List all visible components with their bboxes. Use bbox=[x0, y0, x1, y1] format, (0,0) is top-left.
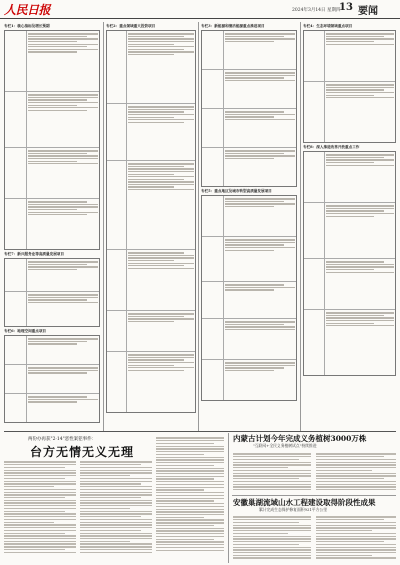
column-divider bbox=[198, 22, 199, 432]
table-title: 专栏4：生态环境领域重点项目 bbox=[303, 24, 353, 28]
article-body bbox=[233, 515, 311, 562]
table-title: 专栏6：地理空间重点项目 bbox=[4, 329, 47, 333]
article-divider bbox=[228, 433, 229, 563]
table-title: 专栏8：深入推进改革开放重点工作 bbox=[303, 145, 360, 149]
data-table bbox=[4, 30, 100, 250]
article-subheadline: "互联网+全民义务植树试点"持续推进 bbox=[253, 443, 317, 448]
article-divider bbox=[232, 495, 396, 496]
column-divider bbox=[103, 22, 104, 432]
masthead bbox=[0, 0, 400, 19]
table-title: 专栏5：重点地区及城市转型高质量发展项目 bbox=[201, 189, 272, 193]
issue-date: 2024年3月14日 星期四 bbox=[292, 8, 341, 13]
article-body bbox=[80, 460, 152, 562]
article-headline: 台方无情无义无理 bbox=[30, 445, 135, 459]
section-name: 要闻 bbox=[358, 6, 378, 17]
article-body bbox=[316, 452, 396, 494]
column-1 bbox=[4, 22, 100, 432]
column-3 bbox=[201, 22, 297, 432]
data-table bbox=[303, 151, 396, 376]
data-table bbox=[303, 30, 396, 143]
data-table bbox=[106, 30, 196, 413]
article-body bbox=[233, 452, 311, 494]
section-divider bbox=[4, 431, 396, 432]
table-title: 专栏2：重点领域重大投资项目 bbox=[106, 24, 156, 28]
data-table bbox=[201, 30, 297, 187]
table-title: 专栏3：新能源和清洁能源重点推进项目 bbox=[201, 24, 265, 28]
article-body bbox=[4, 460, 76, 562]
article-subheadline: 累计完成生态保护修复面积921平方公里 bbox=[259, 507, 327, 512]
data-table bbox=[4, 335, 100, 423]
article-headline: 安徽巢湖流域山水工程建设取得阶段性成果 bbox=[233, 498, 376, 507]
article-kicker: 两份办再获"2·14"恶性案犯事件： bbox=[28, 437, 97, 442]
article-body bbox=[316, 515, 396, 562]
data-table bbox=[201, 195, 297, 401]
article-body bbox=[156, 436, 224, 562]
page-number: 13 bbox=[339, 2, 353, 13]
data-table bbox=[4, 258, 100, 327]
table-title: 专栏1：核心指标及增长预期 bbox=[4, 24, 50, 28]
article-headline: 内蒙古计划今年完成义务植树3000万株 bbox=[233, 434, 367, 443]
column-2 bbox=[106, 22, 196, 432]
table-title: 专栏7：新兴服务业等高质量发展项目 bbox=[4, 252, 64, 256]
column-4 bbox=[303, 22, 396, 432]
newspaper-logo: 人民日报 bbox=[4, 3, 51, 17]
column-divider bbox=[300, 22, 301, 432]
